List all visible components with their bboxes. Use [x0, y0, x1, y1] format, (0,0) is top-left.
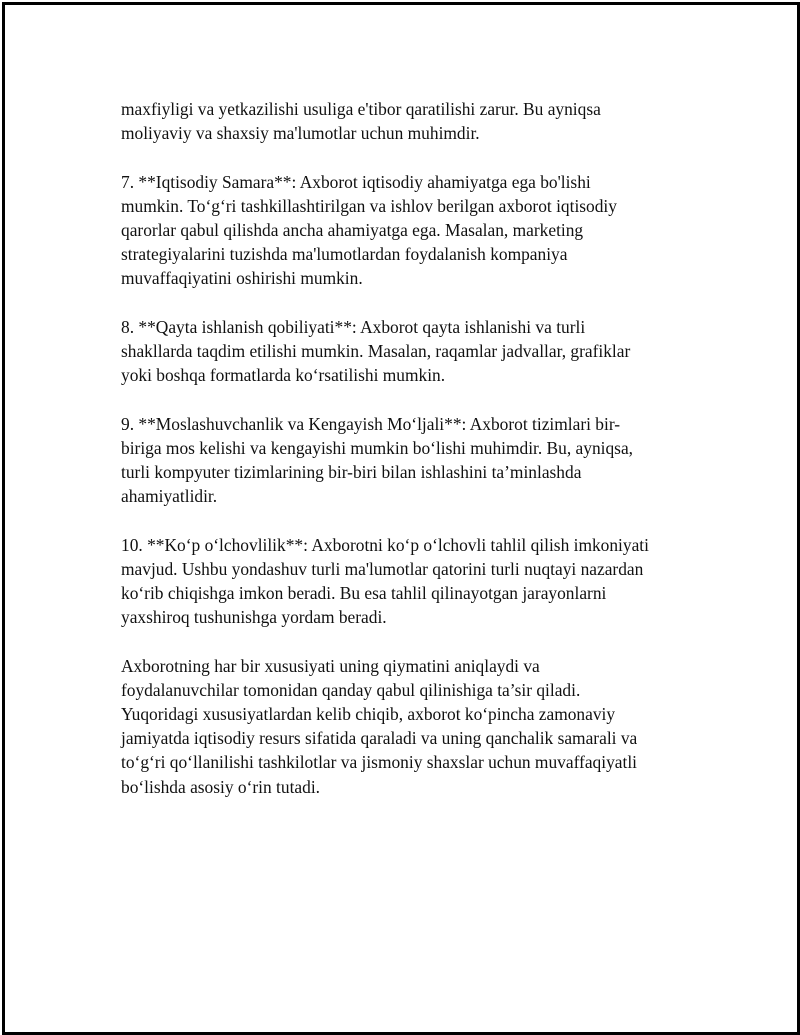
- text-line: 8. **Qayta ishlanish qobiliyati**: Axborot qayta ishlanishi va turli: [121, 316, 586, 337]
- text-line: ahamiyatlidir.: [121, 486, 218, 507]
- page-frame: [2, 2, 800, 1035]
- paragraph-item-7-economic-effect: [121, 170, 691, 291]
- text-line: biriga mos kelishi va kengayishi mumkin bo‘lishi muhimdir. Bu, ayniqsa,: [121, 437, 634, 458]
- text-line: bo‘lishda asosiy o‘rin tutadi.: [121, 776, 320, 797]
- text-line: yaxshiroq tushunishga yordam beradi.: [121, 607, 387, 628]
- paragraph-item-10-multidimensionality: [121, 533, 691, 630]
- text-line: Axborotning har bir xususiyati uning qiymatini aniqlaydi va: [121, 655, 540, 676]
- text-line: strategiyalarini tuzishda ma'lumotlardan foydalanish kompaniya: [121, 244, 568, 265]
- text-line: shakllarda taqdim etilishi mumkin. Masalan, raqamlar jadvallar, grafiklar: [121, 341, 631, 361]
- text-line: maxfiyligi va yetkazilishi usuliga e'tibor qaratilishi zarur. Bu ayniqsa: [121, 99, 601, 119]
- text-line: 9. **Moslashuvchanlik va Kengayish Mo‘ljali**: Axborot tizimlari bir-: [121, 413, 621, 434]
- paragraph-confidentiality-continued: [121, 97, 691, 145]
- text-line: to‘g‘ri qo‘llanilishi tashkilotlar va jismoniy shaxslar uchun muvaffaqiyatli: [121, 752, 637, 773]
- text-line: mavjud. Ushbu yondashuv turli ma'lumotlar qatorini turli nuqtayi nazardan: [121, 558, 644, 579]
- text-line: qarorlar qabul qilishda ancha ahamiyatga ega. Masalan, marketing: [121, 220, 584, 240]
- text-line: moliyaviy va shaxsiy ma'lumotlar uchun muhimdir.: [121, 123, 480, 144]
- paragraph-item-8-reprocessability: [121, 315, 691, 388]
- text-line: yoki boshqa formatlarda ko‘rsatilishi mumkin.: [121, 365, 446, 386]
- text-line: foydalanuvchilar tomonidan qanday qabul qilinishiga ta’sir qiladi.: [121, 679, 581, 700]
- text-line: 7. **Iqtisodiy Samara**: Axborot iqtisodiy ahamiyatga ega bo'lishi: [121, 171, 591, 192]
- text-line: jamiyatda iqtisodiy resurs sifatida qaraladi va uning qanchalik samarali va: [121, 728, 638, 749]
- text-line: mumkin. To‘g‘ri tashkillashtirilgan va ishlov berilgan axborot iqtisodiy: [121, 195, 617, 216]
- text-line: Yuqoridagi xususiyatlardan kelib chiqib, axborot ko‘pincha zamonaviy: [121, 704, 616, 724]
- text-line: turli kompyuter tizimlarining bir-biri bilan ishlashini ta’minlashda: [121, 462, 582, 482]
- document-body: [121, 97, 691, 823]
- text-line: muvaffaqiyatini oshirishi mumkin.: [121, 268, 363, 289]
- text-line: ko‘rib chiqishga imkon beradi. Bu esa tahlil qilinayotgan jarayonlarni: [121, 583, 607, 603]
- paragraph-item-9-compatibility: [121, 412, 691, 509]
- text-line: 10. **Ko‘p o‘lchovlilik**: Axborotni ko‘p o‘lchovli tahlil qilish imkoniyati: [121, 534, 649, 555]
- paragraph-conclusion: [121, 654, 691, 799]
